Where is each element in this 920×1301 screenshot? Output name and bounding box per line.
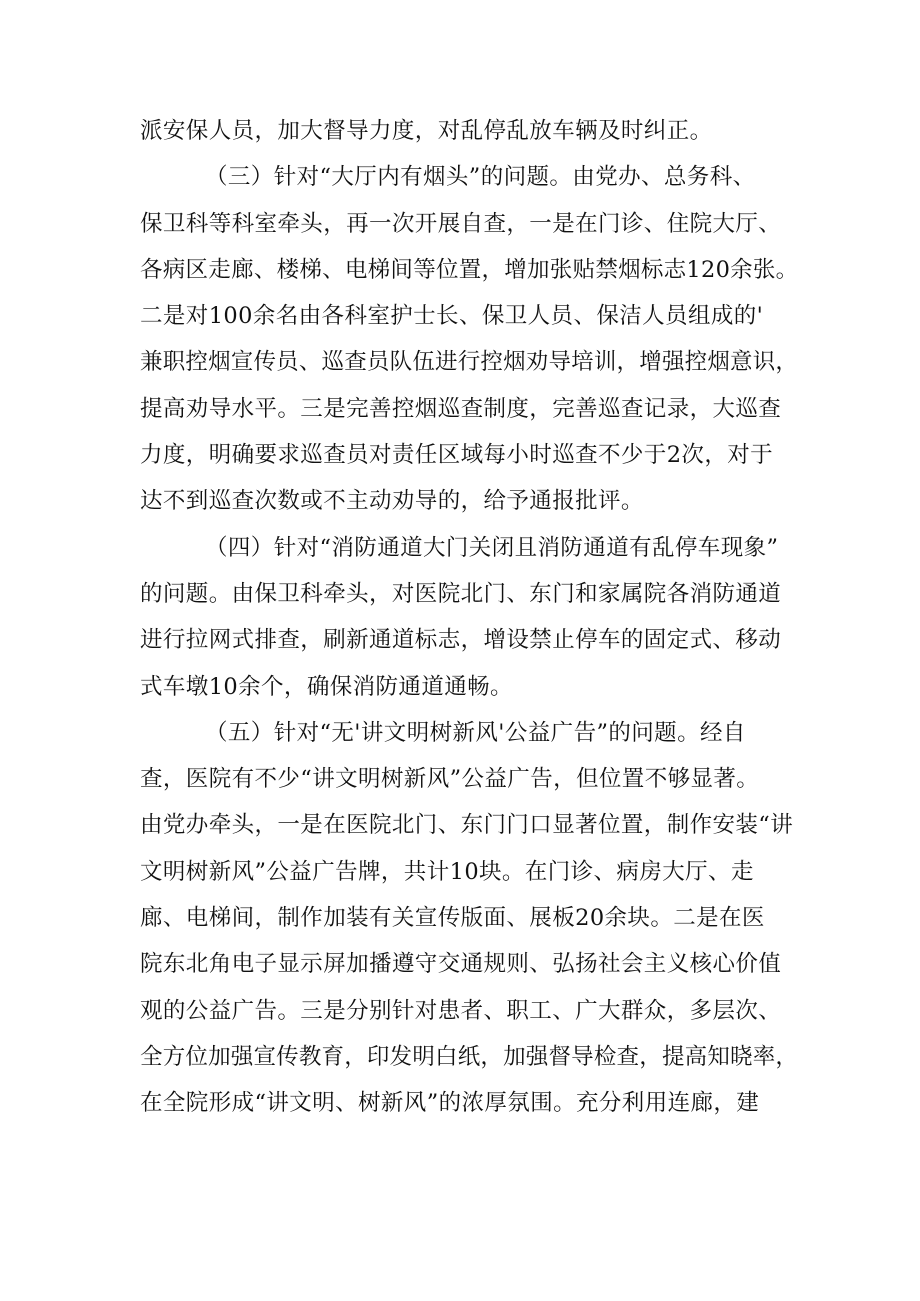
text-line: 文明树新风”公益广告牌，共计10块。在门诊、病房大厅、走 — [140, 858, 754, 885]
text-line: 达不到巡查次数或不主动劝导的，给予通报批评。 — [140, 488, 644, 515]
text-line: 观的公益广告。三是分别针对患者、职工、广大群众，多层次、 — [140, 997, 782, 1024]
text-line: 全方位加强宣传教育，印发明白纸，加强督导检查，提高知晓率， — [140, 1043, 799, 1070]
text-line: 查，医院有不少“讲文明树新风”公益广告，但位置不够显著。 — [140, 766, 760, 793]
text-line: 院东北角电子显示屏加播遵守交通规则、弘扬社会主义核心价值 — [140, 951, 782, 978]
text-line: 由党办牵头，一是在医院北门、东门门口显著位置，制作安装“讲 — [140, 812, 794, 839]
text-line: 的问题。由保卫科牵头，对医院北门、东门和家属院各消防通道 — [140, 580, 782, 607]
text-line: （四）针对“消防通道大门关闭且消防通道有乱停车现象” — [205, 534, 779, 561]
text-line: 派安保人员，加大督导力度，对乱停乱放车辆及时纠正。 — [140, 118, 713, 144]
text-line: （三）针对“大厅内有烟头”的问题。由党办、总务科、 — [205, 164, 756, 191]
text-line: 提高劝导水平。三是完善控烟巡查制度，完善巡查记录，大巡查 — [140, 395, 782, 422]
text-line: 在全院形成“讲文明、树新风”的浓厚氛围。充分利用连廊，建 — [140, 1090, 760, 1117]
text-line: 式车墩10余个，确保消防通道通畅。 — [140, 673, 513, 700]
text-line: 各病区走廊、楼梯、电梯间等位置，增加张贴禁烟标志120余张。 — [140, 256, 799, 283]
document-body — [140, 108, 799, 1127]
text-line: 二是对100余名由各科室护士长、保卫人员、保洁人员组成的' — [140, 303, 764, 330]
text-line: 保卫科等科室牵头，再一次开展自查，一是在门诊、住院大厅、 — [140, 210, 782, 237]
text-line: 廊、电梯间，制作加装有关宣传版面、展板20余块。二是在医 — [140, 905, 765, 932]
text-line: 力度，明确要求巡查员对责任区域每小时巡查不少于2次，对于 — [140, 442, 774, 469]
text-line: 兼职控烟宣传员、巡查员队伍进行控烟劝导培训，增强控烟意识， — [140, 349, 799, 376]
text-line: 进行拉网式排查，刷新通道标志，增设禁止停车的固定式、移动 — [140, 627, 782, 654]
text-line: （五）针对“无'讲文明树新风'公益广告”的问题。经自 — [205, 719, 746, 746]
